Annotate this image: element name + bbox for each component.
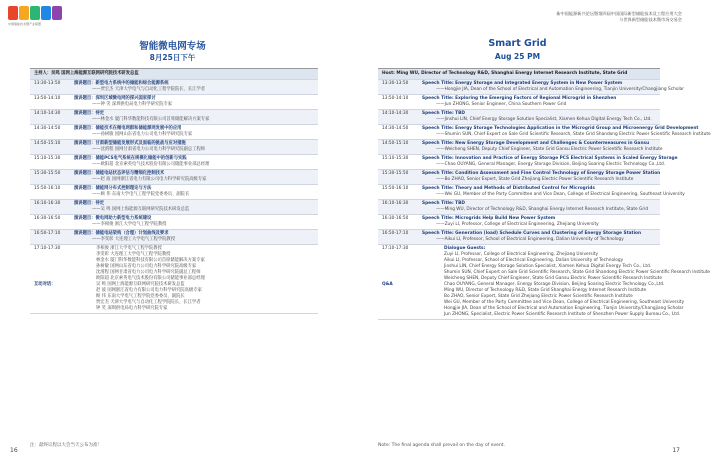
- dialogue-label: Q&A: [382, 282, 393, 287]
- page-number: 17: [672, 447, 680, 454]
- agenda-table: [378, 68, 711, 320]
- agenda-row: [30, 95, 318, 110]
- guest-item: Shumin SUN, Chief Expert on Sale Grid Scientific Research, State Grid Shandong Electric Power Scientific Research Institute: [444, 270, 711, 275]
- speech-title: 演讲题目：微电网助力新型电力系统建设: [74, 216, 152, 221]
- agenda-row: [30, 200, 318, 215]
- time-slot: [30, 245, 74, 313]
- host-text: 主持人：吴鸣 国网上海能源互联网研究院技术研发总监: [34, 71, 139, 76]
- speech-title: 演讲题目：储能网分布式控制理论与方法: [74, 186, 152, 191]
- time-slot: 16:50-17:10: [34, 231, 61, 236]
- speech-title: Speech Title: Exploring the Emerging Factors of Regional Microgrid in Shenzhen: [422, 96, 617, 101]
- guest-item: 沈渭程 国网甘肃省电力公司电力科学研究院副总工程师: [96, 270, 201, 275]
- guest-item: 欧阳超 北京索英电气技术股份有限公司储能事业部总经理: [96, 276, 205, 281]
- logo-block: [8, 6, 18, 20]
- agenda-row: [378, 170, 660, 185]
- guest-item: 李相俊 浙江大学电气工程学院教授: [96, 246, 162, 251]
- speech-title: Speech Title: Generation (load) Schedule Curves and Clustering of Energy Storage Station: [422, 231, 642, 236]
- left-page: [0, 0, 345, 468]
- agenda-content: [74, 140, 318, 154]
- speaker: ——沈渭程 国网甘肃省电力公司电力科学研究院副总工程师: [92, 147, 206, 152]
- guest-item: 钟 笑 深圳供电局电力科学研究院专家: [96, 306, 168, 311]
- time-slot: 16:50-17:10: [382, 231, 409, 236]
- page-title: Smart Grid: [488, 38, 547, 49]
- speaker: ——Jun ZHONG, Senior Engineer, China Southern Power Grid: [436, 102, 567, 107]
- dialogue-row: [378, 245, 711, 320]
- host-row: [30, 69, 318, 80]
- agenda-row: [30, 155, 318, 170]
- time-slot: 15:50-16:10: [382, 186, 409, 191]
- agenda-content: [422, 95, 660, 109]
- speech-title: Speech Title: Energy Storage Technologies Application in the Microgrid Group and Microenergy Grid Development: [422, 126, 699, 131]
- agenda-table: [30, 68, 318, 314]
- agenda-content: [74, 125, 318, 139]
- time-slot: 15:30-15:50: [34, 171, 61, 176]
- dialogue-time: 17:10-17:30: [382, 246, 409, 251]
- time-slot: 16:30-16:50: [382, 216, 409, 221]
- agenda-row: [378, 125, 711, 140]
- time-slot: 15:50-16:10: [34, 186, 61, 191]
- guest-item: 李雯彰 大连理工大学电气工程学院教授: [96, 252, 171, 257]
- right-page: [345, 0, 711, 468]
- speech-title: Speech Title: Energy Storage and Integrated Energy System in New Power System: [422, 81, 623, 86]
- logo-block: [41, 6, 51, 20]
- agenda-content: [74, 155, 318, 169]
- agenda-content: [74, 110, 318, 124]
- guest-item: 顾 伟 东南大学电气工程学院党委委员、副院长: [96, 294, 185, 299]
- agenda-content: [422, 185, 688, 199]
- time-slot: 14:50-15:10: [382, 141, 409, 146]
- logo-subtitle: 中国储能技术暨产业联盟: [8, 22, 42, 26]
- speech-title: 演讲题目：待定: [74, 201, 105, 206]
- speaker: ——Bo ZHAO, Senior Expert, State Grid Zhejiang Electric Power Scientific Research Institute: [436, 177, 634, 182]
- guest-item: Hongjie JIA, Dean of the School of Electrical and Automation Engineering, Tianjin University/Changjiang Scholar: [444, 306, 684, 311]
- guest-item: 孙树敏 国网山东省电力公司电力科学研究院高级专家: [96, 264, 197, 269]
- agenda-content: [422, 80, 687, 94]
- guest-item: 赵 波 国网浙江省电力有限公司电力科学研究院高级专家: [96, 288, 202, 293]
- speaker: ——林金水 厦门科华数能科技有限公司首席储能解决方案专家: [92, 117, 210, 122]
- dialogue-row: [30, 245, 318, 314]
- speech-title: 演讲题目：储能电站状态评估与精细化控制技术: [74, 171, 165, 176]
- time-slot: 14:50-15:10: [34, 141, 61, 146]
- guest-item: Ming WU, Director of Technology R&D, State Grid Shanghai Energy Internet Research Institute: [444, 288, 647, 293]
- speaker: ——Chao OUYANG, General Manager, Energy Storage Division, Beijing Soaring Electric Technology Co.,Ltd.: [436, 162, 666, 167]
- speaker: ——Aikui LI, Professor, School of Electrical Engineering, Dalian University of Technology: [436, 237, 624, 242]
- conference-logo: [8, 6, 62, 20]
- agenda-row: [30, 230, 318, 245]
- time-slot: 16:10-16:30: [34, 201, 61, 206]
- time-slot: 15:30-15:50: [382, 171, 409, 176]
- agenda-row: [378, 95, 660, 110]
- agenda-content: [74, 215, 318, 229]
- dialogue-label: 互动对话：: [34, 282, 56, 287]
- speaker: ——李雯彰 大连理工大学电气工程学院教授: [92, 237, 176, 242]
- header-line: 与世界新型储能技术暨市场交易会: [619, 17, 682, 22]
- guest-item: Bo ZHAO, Senior Expert, State Grid Zhejiang Electric Power Scientific Research Institute: [444, 294, 633, 299]
- guest-item: 贾宏杰 天津大学电气与自动化工程学院院长、长江学者: [96, 300, 201, 305]
- speaker: ——贾宏杰 天津大学电气与自动化工程学院院长、长江学者: [92, 87, 206, 92]
- speaker: ——顾 伟 东南大学电气工程学院党委委员、副院长: [92, 192, 190, 197]
- header-line: 新中国能源新兴论坛暨第四届中国国际新型储能技术及工程应用大会: [556, 11, 682, 16]
- agenda-row: [30, 140, 318, 155]
- conference-header: [556, 11, 682, 23]
- speech-title: Speech Title: Innovation and Practice of Energy Storage PCS Electrical Systems in Scaled Energy Storage: [422, 156, 678, 161]
- agenda-row: [30, 215, 318, 230]
- agenda-row: [30, 80, 318, 95]
- agenda-content: [74, 185, 318, 199]
- agenda-row: [378, 80, 685, 95]
- agenda-row: [30, 170, 318, 185]
- dialogue-guests: [422, 245, 713, 319]
- agenda-row: [30, 185, 318, 200]
- logo-block: [19, 6, 29, 20]
- speech-title: Speech Title: Microgrids Help Build New Power System: [422, 216, 556, 221]
- guest-item: Zuyi LI, Professor, College of Electrical Engineering, Zhejiang University: [444, 252, 599, 257]
- speech-title: 演讲题目：新型电力系统中的储能和综合能源系统: [74, 81, 169, 86]
- speaker: ——Ming WU, Director of Technology R&D, Shanghai Energy Internet Research Institute, State Grid: [436, 207, 649, 212]
- agenda-note: Note: The final agenda shall prevail on the day of event.: [378, 443, 505, 448]
- speaker: ——Shumin SUN, Chief Expert on Sale Grid Scientific Research, State Grid Shandong Electric Power Scientific Research Institute: [436, 132, 711, 137]
- speech-title: 演讲题目：待定: [74, 111, 105, 116]
- agenda-row: [378, 200, 660, 215]
- guest-item: Jun ZHONG, Specialist, Electric Power Scientific Research Institute of Shenzhen Power Supply Bureau Co., Ltd.: [444, 312, 681, 317]
- time-slot: 14:10-14:30: [34, 111, 61, 116]
- dialogue-time: 17:10-17:30: [34, 246, 61, 251]
- agenda-row: [30, 110, 318, 125]
- speech-title: Speech Title: TBD: [422, 201, 465, 206]
- agenda-content: [422, 200, 660, 214]
- speech-title: Speech Title: TBD: [422, 111, 465, 116]
- speech-title: 演讲题目：深圳区域微电网的探兴国家探讨: [74, 96, 156, 101]
- speech-title: Speech Title: Condition Assessment and Fine Control Technology of Energy Storage Power Station: [422, 171, 661, 176]
- speech-title: 演讲题目：储能技术在微电网群和储能源网发展中的应用: [74, 126, 182, 131]
- guest-item: 林金水 厦门科华数能科技有限公司首席储能解决方案专家: [96, 258, 205, 263]
- page-number: 16: [10, 447, 18, 454]
- agenda-content: [422, 215, 660, 229]
- guest-item: Wei GU, Member of the Party Committee and Vice Dean, College of Electrical Engineering, Southeast University: [444, 300, 685, 305]
- speaker: ——欧阳超 北京索英电气技术股份有限公司储能事业部总经理: [92, 162, 210, 167]
- agenda-row: [378, 230, 660, 245]
- page-subtitle: 8月25日下午: [149, 53, 196, 62]
- speaker: ——Hongjie JIA, Dean of the School of Electrical and Automation Engineering, Tianjin University/Changjiang Scholar: [436, 87, 685, 92]
- guest-item: Weicheng SHEN, Deputy Chief Engineer, State Grid Gansu Electric Power Scientific Research Institute: [444, 276, 662, 281]
- time-slot: 13:50-14:10: [34, 96, 61, 101]
- agenda-content: [422, 125, 714, 139]
- time-slot: 13:30-13:50: [34, 81, 61, 86]
- agenda-content: [422, 140, 666, 154]
- guest-item: Jinshui LIN, Chief Energy Storage Solution Specialist, Xiamen Kehua Digital Energy Tech Co., Ltd.: [444, 264, 652, 269]
- speaker: ——赵 波 国网浙江省电力有限公司电力科学研究院高级专家: [92, 177, 207, 182]
- agenda-content: [74, 230, 318, 244]
- time-slot: [378, 245, 422, 319]
- page-title: 智能微电网专场: [139, 41, 206, 52]
- time-slot: 14:10-14:30: [382, 111, 409, 116]
- time-slot: 14:30-14:50: [382, 126, 409, 131]
- agenda-content: [74, 80, 318, 94]
- speech-title: Speech Title: Theory and Methods of Distributed Control for Microgrids: [422, 186, 595, 191]
- speech-title: 演讲题目：甘肃新型储能发展形式及面临的挑战与应对措施: [74, 141, 186, 146]
- speaker: ——Jinshui LIN, Chief Energy Storage Solution Specialist, Xiamen Kehua Digital Energy Tech Co., Ltd.: [436, 117, 652, 122]
- agenda-row: [30, 125, 318, 140]
- guest-item: Aikui LI, Professor, School of Electrical Engineering, Dalian University of Technology: [444, 258, 624, 263]
- speech-title: 演讲题目：储能电站架构（合理）计划曲线及要求: [74, 231, 169, 236]
- speaker: ——Zuyi LI, Professor, College of Electrical Engineering, Zhejiang University: [436, 222, 599, 227]
- time-slot: 15:10-15:30: [382, 156, 409, 161]
- time-slot: 16:30-16:50: [34, 216, 61, 221]
- agenda-content: [422, 230, 660, 244]
- guest-item: 吴 鸣 国网上海能源互联网研究院技术研发总监: [96, 282, 185, 287]
- speaker: ——Wei GU, Member of the Party Committee and Vice Dean, College of Electrical Engineering, Southeast University: [436, 192, 685, 197]
- speaker: ——钟 笑 深圳供电局电力科学研究院专家: [92, 102, 173, 107]
- agenda-row: [378, 215, 660, 230]
- dialogue-guests: [74, 245, 318, 313]
- agenda-content: [422, 170, 663, 184]
- speaker: ——吴 鸣 国网上海能源互联网研究院技术研发总监: [92, 207, 190, 212]
- agenda-content: [422, 110, 660, 124]
- speech-title: Speech Title: New Energy Storage Development and Challenges & Countermeasures in Gansu: [422, 141, 650, 146]
- agenda-content: [74, 200, 318, 214]
- agenda-row: [378, 155, 678, 170]
- speaker: ——Weicheng SHEN, Deputy Chief Engineer, State Grid Gansu Electric Power Scientific Research Institute: [436, 147, 663, 152]
- agenda-row: [378, 110, 660, 125]
- time-slot: 13:30-13:50: [382, 81, 409, 86]
- logo-block: [52, 6, 62, 20]
- speech-title: 演讲题目：储能PCS电气系统在规模化储能中的创新与实践: [74, 156, 187, 161]
- speaker: ——孙树敏 国网山东省电力公司电力科学研究院专家: [92, 132, 193, 137]
- time-slot: 15:10-15:30: [34, 156, 61, 161]
- agenda-content: [422, 155, 681, 169]
- page-subtitle: Aug 25 PM: [494, 52, 541, 61]
- agenda-note: 注：最终议程以大会当天公布为准！: [30, 443, 102, 448]
- time-slot: 13:50-14:10: [382, 96, 409, 101]
- host-row: [378, 69, 660, 80]
- time-slot: 14:30-14:50: [34, 126, 61, 131]
- host-text: Host: Ming WU, Director of Technology R&D, Shanghai Energy Internet Research Institute, State Grid: [382, 71, 628, 76]
- logo-block: [30, 6, 40, 20]
- agenda-row: [378, 185, 685, 200]
- guest-item: Chao OUYANG, General Manager, Energy Storage Division, Beijing Soaring Electric Technology Co.,Ltd.: [444, 282, 665, 287]
- agenda-row: [378, 140, 663, 155]
- agenda-content: [74, 95, 318, 109]
- dialogue-lead: Dialogue Guests:: [444, 246, 486, 251]
- speaker: ——李相俊 浙江大学电气工程学院教授: [92, 222, 167, 227]
- agenda-content: [74, 170, 318, 184]
- time-slot: 16:10-16:30: [382, 201, 409, 206]
